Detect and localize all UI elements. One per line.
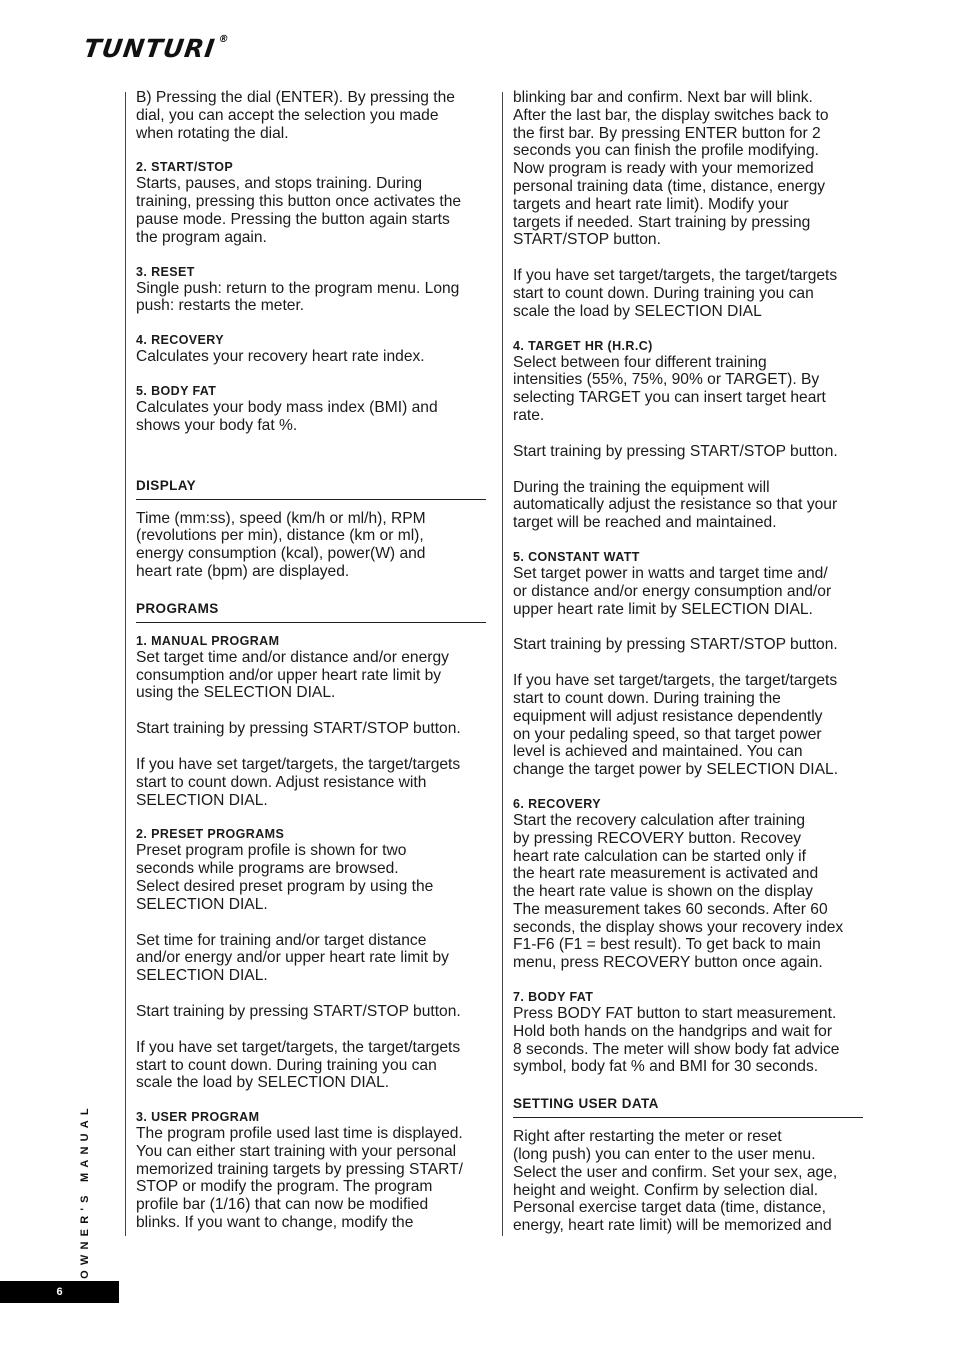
- reset-text: Single push: return to the program menu. Long push: restarts the meter.: [136, 279, 460, 315]
- programs-section-heading: PROGRAMS: [136, 601, 486, 623]
- manual-program-text-3: If you have set target/targets, the target/targets start to count down. Adjust resistance with SELECTION DIAL.: [136, 755, 461, 809]
- constant-watt-text-1: Set target power in watts and target time and/ or distance and/or energy consumption and/or upper heart rate limit by SELECTION DIAL.: [513, 564, 832, 618]
- reset-heading: 3. RESET: [136, 264, 195, 279]
- user-program-heading: 3. USER PROGRAM: [136, 1110, 260, 1125]
- preset-programs-text-2: Set time for training and/or target distance and/or energy and/or upper heart rate limit by SELECTION DIAL.: [136, 931, 449, 985]
- preset-programs-text-4: If you have set target/targets, the target/targets start to count down. During training you can scale the load by SELECTION DIAL.: [136, 1038, 461, 1092]
- body-fat-text: Calculates your body mass index (BMI) and shows your body fat %.: [136, 398, 438, 434]
- left-column-rule: [125, 92, 126, 1236]
- constant-watt-heading: 5. CONSTANT WATT: [513, 549, 640, 564]
- right-column-rule: [502, 92, 503, 1236]
- preset-programs-heading: 2. PRESET PROGRAMS: [136, 827, 285, 842]
- user-program-continued-text: blinking bar and confirm. Next bar will blink. After the last bar, the display switches back to the first bar. By pressing ENTER button for 2 seconds you can finish the profile modifying. Now program is ready with your memorized personal training data (time, distance, energy targets and heart rate limit). Modify your targets if needed. Start training by pressing START/STOP button.: [513, 89, 829, 249]
- setting-user-data-text: Right after restarting the meter or reset (long push) you can enter to the user menu. Select the user and confirm. Set your sex, age, height and weight. Confirm by selection dial. Personal exercise target data (time, distance, energy, heart rate limit) will be memorized and: [513, 1128, 838, 1235]
- manual-program-heading: 1. MANUAL PROGRAM: [136, 633, 280, 648]
- body-fat-heading: 5. BODY FAT: [136, 383, 217, 398]
- manual-program-text-2: Start training by pressing START/STOP button.: [136, 720, 461, 738]
- owners-manual-side-label: OWNER'S MANUAL: [79, 1103, 92, 1279]
- left-column: [136, 89, 486, 1232]
- preset-programs-text-3: Start training by pressing START/STOP button.: [136, 1002, 461, 1020]
- display-section-heading: DISPLAY: [136, 478, 486, 500]
- dial-enter-text: B) Pressing the dial (ENTER). By pressing the dial, you can accept the selection you made when rotating the dial.: [136, 89, 455, 142]
- preset-programs-text-1: Preset program profile is shown for two seconds while programs are browsed. Select desired preset program by using the SELECTION DIAL.: [136, 842, 434, 913]
- recovery-program-heading: 6. RECOVERY: [513, 796, 601, 811]
- body-fat-program-text: Press BODY FAT button to start measurement. Hold both hands on the handgrips and wait for 8 seconds. The meter will show body fat advice symbol, body fat % and BMI for 30 seconds.: [513, 1005, 840, 1076]
- recovery-text: Calculates your recovery heart rate index.: [136, 348, 425, 366]
- body-fat-program-heading: 7. BODY FAT: [513, 990, 594, 1005]
- constant-watt-text-2: Start training by pressing START/STOP button.: [513, 636, 838, 654]
- user-program-text: The program profile used last time is displayed. You can either start training with your personal memorized training targets by pressing START/ STOP or modify the program. The program profile bar (1/16) that can now be modified blinks. If you want to change, modify the: [136, 1125, 464, 1232]
- user-program-targets-text: If you have set target/targets, the target/targets start to count down. During training you can scale the load by SELECTION DIAL: [513, 267, 838, 320]
- start-stop-text: Starts, pauses, and stops training. During training, pressing this button once activates the pause mode. Pressing the button again starts the program again.: [136, 175, 462, 246]
- start-stop-heading: 2. START/STOP: [136, 160, 234, 175]
- tunturi-logo: TUNTURI®: [81, 34, 231, 63]
- manual-program-text-1: Set target time and/or distance and/or energy consumption and/or upper heart rate limit by using the SELECTION DIAL.: [136, 648, 449, 702]
- target-hr-text-1: Select between four different training intensities (55%, 75%, 90% or TARGET). By selecting TARGET you can insert target heart rate.: [513, 353, 826, 424]
- target-hr-text-3: During the training the equipment will automatically adjust the resistance so that your target will be reached and maintained.: [513, 478, 838, 532]
- display-text: Time (mm:ss), speed (km/h or ml/h), RPM (revolutions per min), distance (km or ml), energy consumption (kcal), power(W) and heart rate (bpm) are displayed.: [136, 509, 426, 580]
- recovery-program-text: Start the recovery calculation after training by pressing RECOVERY button. Recovey heart rate calculation can be started only if the heart rate measurement is activated and the heart rate value is shown on the display The measurement takes 60 seconds. After 60 seconds, the display shows your recovery index F1-F6 (F1 = best result). To get back to main menu, press RECOVERY button once again.: [513, 811, 844, 972]
- right-column: [513, 89, 863, 1235]
- constant-watt-text-3: If you have set target/targets, the target/targets start to count down. During training the equipment will adjust resistance dependently on your pedaling speed, so that target power level is achieved and maintained. You can change the target power by SELECTION DIAL.: [513, 672, 839, 779]
- page-number: 6: [0, 1281, 119, 1303]
- target-hr-text-2: Start training by pressing START/STOP button.: [513, 442, 838, 460]
- target-hr-heading: 4. TARGET HR (H.R.C): [513, 338, 653, 353]
- recovery-heading: 4. RECOVERY: [136, 333, 224, 348]
- setting-user-data-heading: SETTING USER DATA: [513, 1096, 863, 1118]
